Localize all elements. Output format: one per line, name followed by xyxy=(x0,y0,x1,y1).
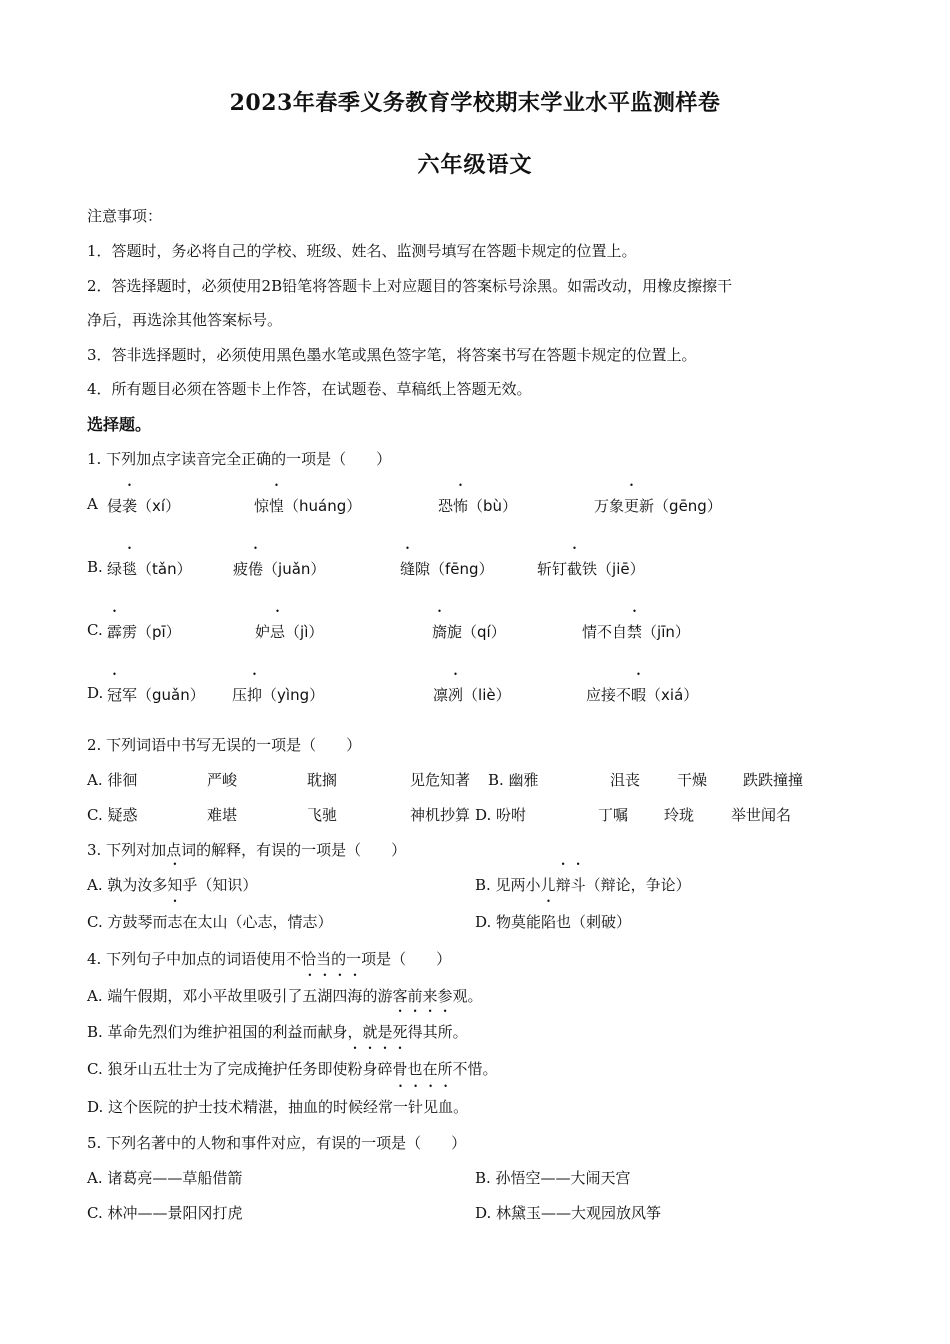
q1-b-item-3: 缝隙（fēng） xyxy=(400,560,494,578)
q2-d-word-1: D. 吩咐 xyxy=(475,806,527,824)
emphasis-char: 粉 xyxy=(347,1060,363,1078)
q1-d-item-4: 应接不暇（xiá） xyxy=(586,686,699,704)
q2-d-word-4: 举世闻名 xyxy=(731,806,792,824)
q5-option-b: B. 孙悟空——大闹天宫 xyxy=(475,1169,631,1187)
q2-c-word-1: C. 疑惑 xyxy=(87,806,138,824)
q1-option-b-label: B. xyxy=(87,558,103,576)
notice-item: 4．所有题目必须在答题卡上作答，在试题卷、草稿纸上答题无效。 xyxy=(87,380,532,398)
emphasis-char: 四 xyxy=(332,987,348,1005)
exam-subtitle: 六年级语文 xyxy=(417,152,533,178)
section-heading: 选择题。 xyxy=(87,415,152,434)
q2-c-word-4: 神机抄算 xyxy=(410,806,471,824)
q2-b-word-1: B. 幽雅 xyxy=(488,771,539,789)
emphasis-char: 碎 xyxy=(377,1060,393,1078)
q4-option-c: C. 狼牙山五壮士为了完成掩护任务即使粉身碎骨也在所不惜。 xyxy=(87,1060,498,1078)
q1-d-item-1: 冠军（guǎn） xyxy=(107,686,205,704)
notice-item: 1．答题时，务必将自己的学校、班级、姓名、监测号填写在答题卡规定的位置上。 xyxy=(87,242,637,260)
question-2-stem: 2. 下列词语中书写无误的一项是（ ） xyxy=(87,736,362,754)
emphasis-char: 血 xyxy=(438,1098,454,1116)
q1-b-item-4: 斩钉截铁（jiē） xyxy=(537,560,645,578)
q1-c-item-1: 霹雳（pī） xyxy=(107,623,181,641)
emphasis-char: 见 xyxy=(423,1098,439,1116)
notice-item: 2．答选择题时，必须使用2B铅笔将答题卡上对应题目的答案标号涂黑。如需改动，用橡皮擦擦干 xyxy=(87,277,733,295)
q1-a-item-4: 万象更新（gēng） xyxy=(594,497,722,515)
notice-item: 净后，再选涂其他答案标号。 xyxy=(87,311,283,329)
q2-a-word-3: 耽搁 xyxy=(307,771,338,789)
q1-c-item-4: 情不自禁（jīn） xyxy=(582,623,690,641)
notice-item: 3．答非选择题时，必须使用黑色墨水笔或黑色签字笔，将答案书写在答题卡规定的位置上。 xyxy=(87,346,697,364)
emphasis-char: 针 xyxy=(408,1098,424,1116)
q2-c-word-2: 难堪 xyxy=(207,806,238,824)
q1-b-item-1: 绿毯（tǎn） xyxy=(107,560,192,578)
q3-option-d: D. 物莫能陷也（刺破） xyxy=(475,913,632,931)
q1-b-item-2: 疲倦（juǎn） xyxy=(233,560,326,578)
q1-c-item-2: 妒忌（jì） xyxy=(255,623,324,641)
q1-option-c-label: C. xyxy=(87,621,103,639)
q2-d-word-3: 玲珑 xyxy=(664,806,695,824)
q5-option-a: A. 诸葛亮——草船借箭 xyxy=(87,1169,243,1187)
q5-option-c: C. 林冲——景阳冈打虎 xyxy=(87,1204,243,1222)
emphasis-char: 斗 xyxy=(570,876,586,894)
emphasis-char: 死 xyxy=(392,1023,408,1041)
q1-d-item-2: 压抑（yìng） xyxy=(232,686,325,704)
q1-d-item-3: 凛冽（liè） xyxy=(433,686,511,704)
emphasis-char: 骨 xyxy=(392,1060,408,1078)
emphasis-char: 一 xyxy=(393,1098,409,1116)
emphasis-char: 所 xyxy=(437,1023,453,1041)
emphasis-char: 湖 xyxy=(317,987,333,1005)
question-4-stem: 4. 下列句子中加点的词语使用不恰当的一项是（ ） xyxy=(87,950,452,968)
q1-a-item-2: 惊惶（huáng） xyxy=(254,497,362,515)
q3-option-c: C. 方鼓琴而志在太山（心志，情志） xyxy=(87,913,333,931)
notice-heading: 注意事项： xyxy=(87,207,163,225)
emphasis-char: 五 xyxy=(302,987,318,1005)
q2-b-word-4: 跌跌撞撞 xyxy=(743,771,804,789)
question-5-stem: 5. 下列名著中的人物和事件对应，有误的一项是（ ） xyxy=(87,1134,467,1152)
exam-title: 2023年春季义务教育学校期末学业水平监测样卷 xyxy=(229,90,721,116)
q2-c-word-3: 飞驰 xyxy=(307,806,338,824)
emphasis-char: 海 xyxy=(347,987,363,1005)
q1-a-item-3: 恐怖（bù） xyxy=(438,497,518,515)
emphasis-char: 辩 xyxy=(555,876,571,894)
emphasis-char: 得 xyxy=(407,1023,423,1041)
q1-c-item-3: 旖旎（qí） xyxy=(432,623,506,641)
q4-option-a: A. 端午假期，邓小平故里吸引了五湖四海的游客前来参观。 xyxy=(87,987,483,1005)
q3-option-b: B. 见两小儿辩斗（辩论，争论） xyxy=(475,876,691,894)
q5-option-d: D. 林黛玉——大观园放风筝 xyxy=(475,1204,662,1222)
q2-a-word-1: A. 徘徊 xyxy=(87,771,138,789)
q3-option-a: A. 孰为汝多知乎（知识） xyxy=(87,876,258,894)
q2-a-word-4: 见危知著 xyxy=(410,771,471,789)
q4-option-b: B. 革命先烈们为维护祖国的利益而献身，就是死得其所。 xyxy=(87,1023,468,1041)
emphasis-char: 其 xyxy=(422,1023,438,1041)
q1-option-a-label: A xyxy=(87,495,98,513)
question-3-stem: 3. 下列对加点词的解释，有误的一项是（ ） xyxy=(87,841,407,859)
q2-b-word-3: 干燥 xyxy=(677,771,708,789)
q2-d-word-2: 丁嘱 xyxy=(598,806,629,824)
q1-option-d-label: D. xyxy=(87,684,104,702)
question-1-stem: 1. 下列加点字读音完全正确的一项是（ ） xyxy=(87,450,392,468)
emphasis-char: 身 xyxy=(362,1060,378,1078)
q2-b-word-2: 沮丧 xyxy=(610,771,641,789)
q4-option-d: D. 这个医院的护士技术精湛，抽血的时候经常一针见血。 xyxy=(87,1098,469,1116)
q2-a-word-2: 严峻 xyxy=(207,771,238,789)
q1-a-item-1: 侵袭（xí） xyxy=(107,497,181,515)
